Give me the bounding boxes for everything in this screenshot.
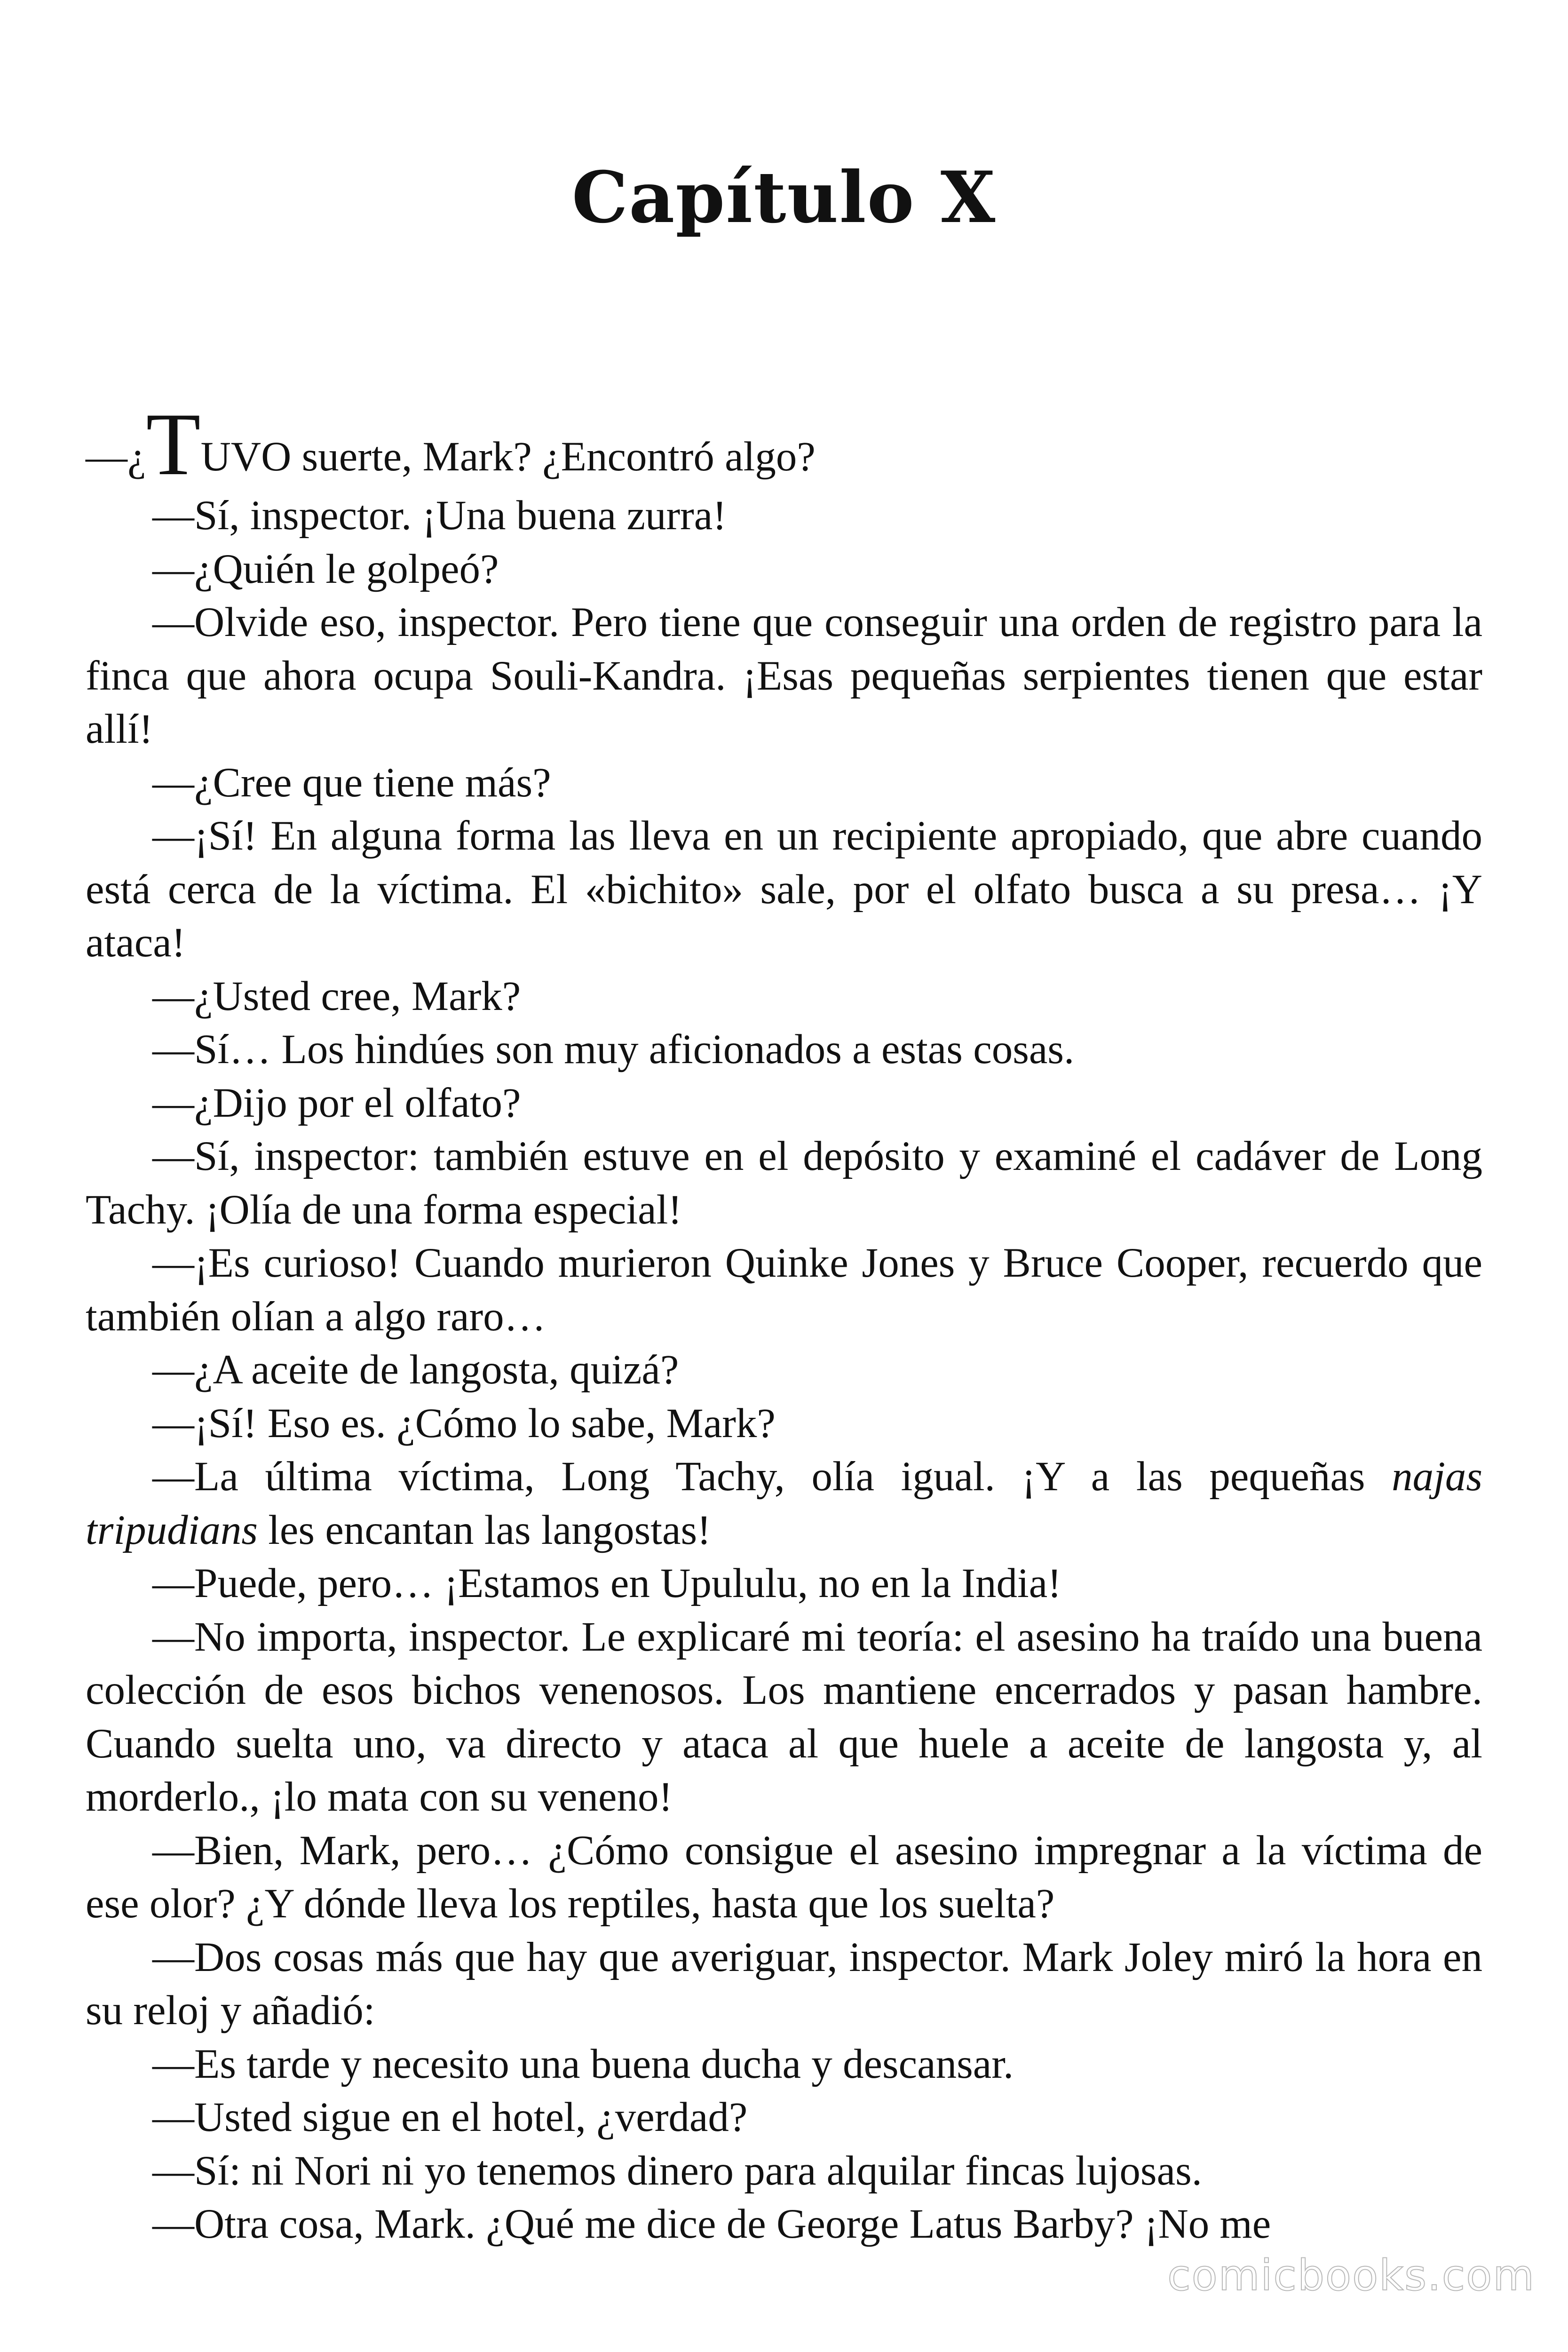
paragraph-text: les encantan las langostas! (257, 1507, 711, 1553)
drop-cap: T (146, 395, 201, 494)
paragraph: —¿A aceite de langosta, quizá? (152, 1347, 679, 1393)
paragraph: —¡Sí! En alguna forma las lleva en un recipiente apropiado, que abre cuando está cerca de la víctima. El «bichito» sale, por el olfato busca a su presa… ¡Y ataca! (86, 813, 1482, 966)
dialogue-dash: —¿ (86, 434, 146, 480)
paragraph: —Sí, inspector: también estuve en el depósito y examiné el cadáver de Long Tachy. ¡Olía de una forma especial! (86, 1133, 1482, 1233)
chapter-title: Capítulo X (571, 156, 997, 239)
chapter-body (86, 395, 1482, 2251)
paragraph: —Puede, pero… ¡Estamos en Upululu, no en la India! (152, 1560, 1061, 1606)
paragraph: —¿Quién le golpeó? (152, 546, 499, 592)
paragraph: —Dos cosas más que hay que averiguar, inspector. Mark Joley miró la hora en su reloj y añadió: (86, 1934, 1482, 2034)
paragraph: —¿Usted cree, Mark? (152, 973, 521, 1019)
paragraph: —Bien, Mark, pero… ¿Cómo consigue el asesino impregnar a la víctima de ese olor? ¿Y dónde lleva los reptiles, hasta que los suelta? (86, 1827, 1482, 1927)
paragraph: —Sí, inspector. ¡Una buena zurra! (152, 493, 727, 539)
paragraph: —Sí… Los hindúes son muy aficionados a estas cosas. (152, 1026, 1075, 1073)
paragraph-text: UVO suerte, Mark? ¿Encontró algo? (200, 434, 816, 480)
paragraph: —¿Dijo por el olfato? (152, 1080, 521, 1126)
paragraph: —Es tarde y necesito una buena ducha y descansar. (152, 2041, 1014, 2087)
paragraph: —Olvide eso, inspector. Pero tiene que conseguir una orden de registro para la finca que ahora ocupa Souli-Kandra. ¡Esas pequeñas serpientes tienen que estar allí! (86, 599, 1482, 752)
paragraph (86, 395, 1482, 494)
site-watermark: comicbooks.com (1167, 2251, 1535, 2300)
paragraph: —¡Es curioso! Cuando murieron Quinke Jones y Bruce Cooper, recuerdo que también olían a algo raro… (86, 1240, 1482, 1340)
paragraph: —No importa, inspector. Le explicaré mi teoría: el asesino ha traído una buena colección de esos bichos venenosos. Los mantiene encerrados y pasan hambre. Cuando suelta uno, va directo y ataca al que huele a aceite de langosta y, al morderlo., ¡lo mata con su veneno! (86, 1613, 1482, 1820)
paragraph-text: —La última víctima, Long Tachy, olía igual. ¡Y a las pequeñas (152, 1454, 1392, 1500)
paragraph: —Usted sigue en el hotel, ¿verdad? (152, 2094, 748, 2140)
italic-species-name: najas tripudians (86, 1454, 1482, 1553)
paragraph: —¿Cree que tiene más? (152, 759, 551, 806)
paragraph: —Otra cosa, Mark. ¿Qué me dice de George Latus Barby? ¡No me (152, 2201, 1271, 2247)
paragraph (86, 1450, 1482, 1557)
paragraph: —¡Sí! Eso es. ¿Cómo lo sabe, Mark? (152, 1400, 776, 1446)
paragraph: —Sí: ni Nori ni yo tenemos dinero para alquilar fincas lujosas. (152, 2147, 1202, 2194)
